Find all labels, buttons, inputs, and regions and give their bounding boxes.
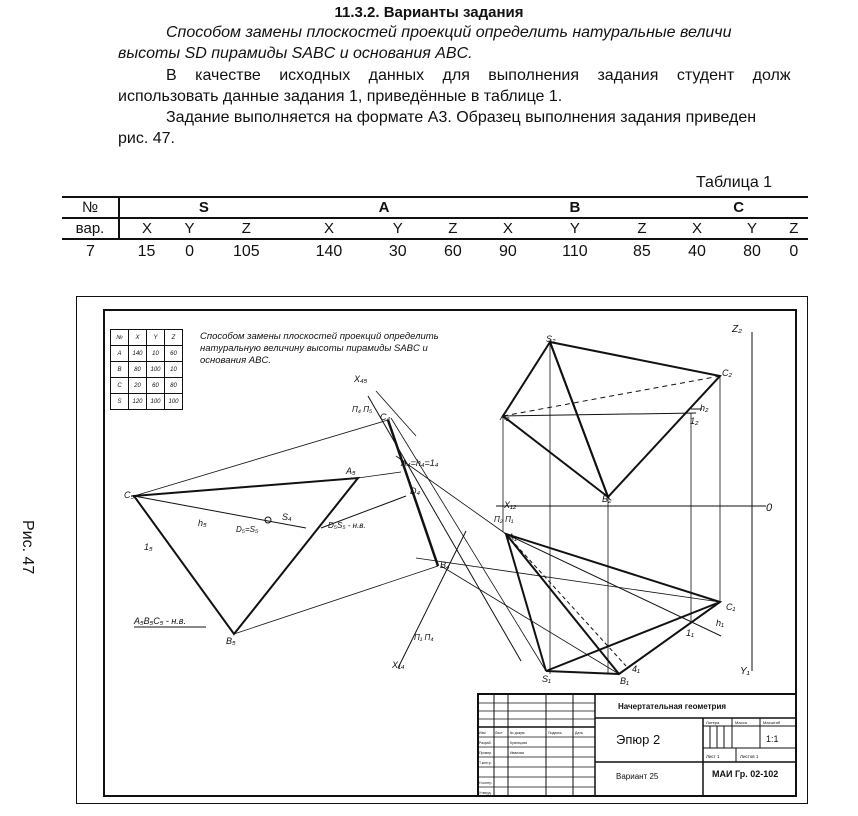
tb-drawing-name: Эпюр 2 <box>616 732 661 747</box>
label-s2: S₂ <box>546 334 556 344</box>
ex-cell: 80 <box>129 362 147 378</box>
paragraph-3-line-1: Задание выполняется на формате А3. Образец выполнения задания приведен <box>166 109 757 126</box>
plan-h1-ext <box>506 534 721 636</box>
tb-rev-label: Подпись <box>548 731 562 735</box>
label-p2p1: П₂ П₁ <box>494 515 514 524</box>
tb-name: Иванова <box>510 751 524 755</box>
label-c4: C₄ <box>380 412 391 422</box>
ex-cell: 100 <box>165 394 183 410</box>
ex-cell: 100 <box>147 394 165 410</box>
table-header-point: S <box>119 197 288 218</box>
tb-scale-label: Масштаб <box>763 720 781 725</box>
label-y1: Y₁ <box>740 666 750 677</box>
link-b5 <box>234 566 438 634</box>
true-shape-h5 <box>134 496 306 528</box>
task-line: натуральную величину высоты пирамиды SABC и <box>200 343 428 354</box>
paragraph-3-line-2: рис. 47. <box>118 130 175 147</box>
tb-rev-label: Изм <box>479 731 486 735</box>
paragraph-1-line-2: высоты SD пирамиды SABC и основания ABC. <box>118 45 473 62</box>
label-a1: A₁ <box>508 532 517 542</box>
tb-sheet: Лист 1 <box>706 754 720 759</box>
paragraph-2-line-2: использовать данные задания 1, приведённые в таблице 1. <box>118 88 563 105</box>
table-axis: Y <box>535 218 614 239</box>
transfer-c <box>416 558 720 602</box>
tb-title: Начертательная геометрия <box>618 702 727 711</box>
label-d4: D₄ <box>410 486 421 496</box>
ex-cell: 20 <box>129 378 147 394</box>
ex-header: X <box>129 330 147 346</box>
table-cell: 0 <box>185 243 194 260</box>
label-one1: 1₁ <box>686 628 694 638</box>
table-header-point: C <box>669 197 808 218</box>
table-axis: X <box>669 218 724 239</box>
table-cell: 15 <box>137 243 156 260</box>
table-axis: X <box>480 218 535 239</box>
label-p1p4: П₁ П₄ <box>414 633 434 642</box>
ex-header: № <box>111 330 129 346</box>
table-cell: 0 <box>789 243 799 260</box>
task-line: Способом замены плоскостей проекций определить <box>200 331 439 342</box>
table-axis: Z <box>780 218 808 239</box>
link-c5 <box>134 420 388 496</box>
label-d5s5: D₅=S₅ <box>236 525 259 534</box>
tb-rev-label: № докум. <box>510 731 526 735</box>
ex-cell: 140 <box>129 346 147 362</box>
tb-rev-label: Дата <box>575 731 583 735</box>
table-cell: 105 <box>233 243 260 260</box>
label-a2: A₂ <box>500 412 510 422</box>
variants-table <box>62 196 808 264</box>
figure-label: Рис. 47 <box>19 520 36 575</box>
label-x12: X₁₂ <box>504 500 517 510</box>
plan-edge-sa <box>506 534 546 671</box>
ex-cell: 120 <box>129 394 147 410</box>
table-cell: 30 <box>388 243 407 260</box>
tb-variant: Вариант 25 <box>616 772 659 781</box>
ex-cell: 10 <box>147 346 165 362</box>
table-header-point: A <box>288 197 481 218</box>
true-shape-abc5 <box>134 478 358 634</box>
label-d5s5nv: D₅S₅ - н.в. <box>328 521 366 530</box>
table-axis: Y <box>370 218 425 239</box>
tb-role: Н.контр. <box>479 781 493 785</box>
label-c2: C₂ <box>722 368 732 378</box>
tb-scale: 1:1 <box>766 734 779 744</box>
ex-cell: 60 <box>165 346 183 362</box>
tb-sheets: Листов 1 <box>740 754 759 759</box>
label-x45: X₄₅ <box>354 374 368 384</box>
table-axis: Z <box>614 218 669 239</box>
table-cell: 80 <box>743 243 761 260</box>
table-cell: 7 <box>86 243 95 260</box>
tb-role: Утверд. <box>479 791 492 795</box>
table-cell: 140 <box>315 243 343 260</box>
example-coordinates-table <box>110 329 183 410</box>
label-c1: C₁ <box>726 602 736 612</box>
table-axis: X <box>288 218 371 239</box>
plan-base-abc <box>506 534 720 674</box>
drawing-task-text <box>200 331 500 367</box>
link-a5 <box>358 472 401 478</box>
label-b4: B₄ <box>440 560 450 570</box>
label-one2: 1₂ <box>690 416 699 426</box>
tb-role: Провер. <box>479 751 493 755</box>
label-c5: C₅ <box>124 490 135 500</box>
label-h2: h₂ <box>700 403 709 413</box>
paragraph-2-line-1: В качестве исходных данных для выполнения задания студент долж <box>166 67 791 84</box>
label-a4: A₄=h₄=1₄ <box>401 458 439 468</box>
tb-name: Кузнецова <box>510 741 527 745</box>
front-h2 <box>503 413 696 416</box>
table-cell: 40 <box>688 243 706 260</box>
table-cell: 90 <box>499 243 517 260</box>
ex-header: Z <box>165 330 183 346</box>
plan-edge-sc <box>546 602 720 671</box>
tb-mass-label: Масса <box>735 720 747 725</box>
section-heading: 11.3.2. Варианты задания <box>334 4 524 21</box>
ex-cell: A <box>111 346 129 362</box>
engineering-drawing <box>76 296 808 804</box>
label-h5: h₅ <box>198 518 207 528</box>
label-a5: A₅ <box>346 466 356 476</box>
ex-cell: B <box>111 362 129 378</box>
ex-cell: 60 <box>147 378 165 394</box>
label-z2: Z₂ <box>732 324 742 335</box>
table-cell: 110 <box>562 243 588 260</box>
tb-group: МАИ Гр. 02-102 <box>712 769 779 779</box>
paragraph-1-line-1: Способом замены плоскостей проекций определить натуральные величи <box>166 24 732 41</box>
title-block <box>478 694 796 796</box>
label-o: 0 <box>766 502 773 514</box>
task-line: основания ABC. <box>200 355 271 366</box>
ex-cell: C <box>111 378 129 394</box>
label-b2: B₂ <box>602 494 612 504</box>
ex-cell: 100 <box>147 362 165 378</box>
label-b5: B₅ <box>226 636 236 646</box>
point-d5s5 <box>265 517 271 523</box>
ex-header: Y <box>147 330 165 346</box>
label-abc5nv: A₅B₅C₅ - н.в. <box>134 616 187 626</box>
table-axis: Y <box>725 218 780 239</box>
tb-rev-label: Лист <box>495 731 503 735</box>
table-header-point: B <box>480 197 669 218</box>
table-cell: 85 <box>633 243 651 260</box>
label-b1: B₁ <box>620 676 629 686</box>
tb-role: Т.контр. <box>479 761 492 765</box>
label-d1: 4₁ <box>632 664 640 674</box>
label-s1: S₁ <box>542 674 551 684</box>
tb-lit-label: Литера <box>706 720 720 725</box>
label-one5: 1₅ <box>144 542 153 552</box>
label-h1: h₁ <box>716 618 724 628</box>
label-x14: X₁₄ <box>392 660 405 670</box>
ex-cell: S <box>111 394 129 410</box>
table-axis: Y <box>174 218 205 239</box>
front-face-sab <box>503 342 608 497</box>
table-axis: Z <box>205 218 288 239</box>
tb-role: Разраб. <box>479 741 492 745</box>
table-header-no: № <box>62 197 119 218</box>
label-p4p5: П₄ П₅ <box>352 405 373 414</box>
ex-cell: 80 <box>165 378 183 394</box>
table-caption: Таблица 1 <box>696 174 773 191</box>
label-s4: S₄ <box>282 512 292 522</box>
table-cell: 60 <box>443 243 462 260</box>
ex-cell: 10 <box>165 362 183 378</box>
table-header-var: вар. <box>62 218 119 239</box>
table-axis: X <box>119 218 174 239</box>
table-axis: Z <box>425 218 480 239</box>
transfer-b <box>441 566 619 674</box>
